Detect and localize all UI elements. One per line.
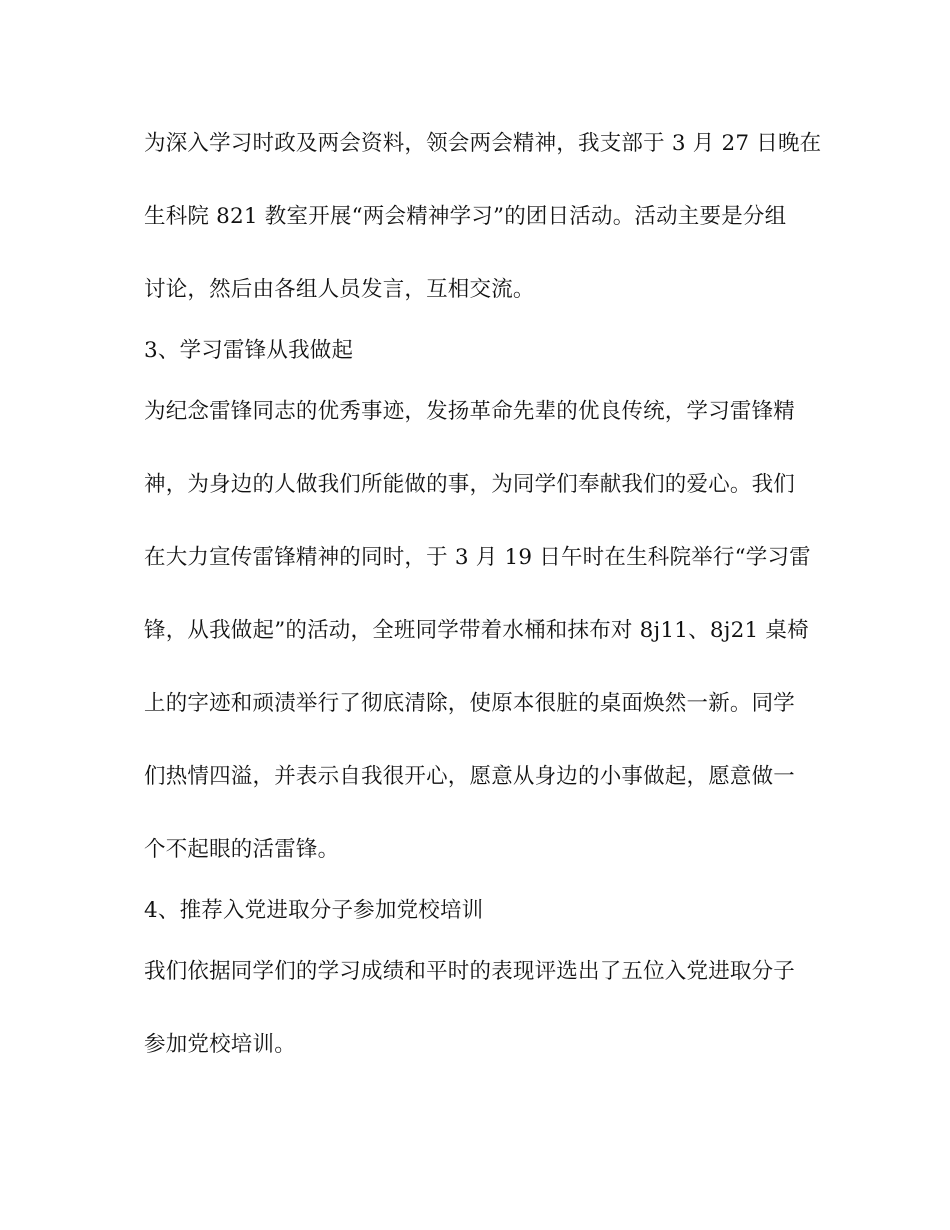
paragraph-line: 讨论，然后由各组人员发言，互相交流。 [144,277,535,302]
section-heading: 3、学习雷锋从我做起 [144,338,354,363]
paragraph-line: 参加党校培训。 [144,1032,296,1057]
paragraph-line: 个不起眼的活雷锋。 [144,837,340,862]
paragraph-line: 神，为身边的人做我们所能做的事，为同学们奉献我们的爱心。我们 [144,472,796,497]
paragraph-line: 上的字迹和顽渍举行了彻底清除，使原本很脏的桌面焕然一新。同学 [144,691,796,716]
paragraph-line: 我们依据同学们的学习成绩和平时的表现评选出了五位入党进取分子 [144,959,796,984]
paragraph-line: 为纪念雷锋同志的优秀事迹，发扬革命先辈的优良传统，学习雷锋精 [144,399,796,424]
section-heading: 4、推荐入党进取分子参加党校培训 [144,898,484,923]
paragraph-line: 锋，从我做起”的活动，全班同学带着水桶和抹布对 8j11、8j21 桌椅 [144,618,809,643]
paragraph-line: 为深入学习时政及两会资料，领会两会精神，我支部于 3 月 27 日晚在 [144,131,822,156]
paragraph-line: 生科院 821 教室开展“两会精神学习”的团日活动。活动主要是分组 [144,204,787,229]
paragraph-line: 们热情四溢，并表示自我很开心，愿意从身边的小事做起，愿意做一 [144,764,796,789]
paragraph-line: 在大力宣传雷锋精神的同时，于 3 月 19 日午时在生科院举行“学习雷 [144,545,811,570]
